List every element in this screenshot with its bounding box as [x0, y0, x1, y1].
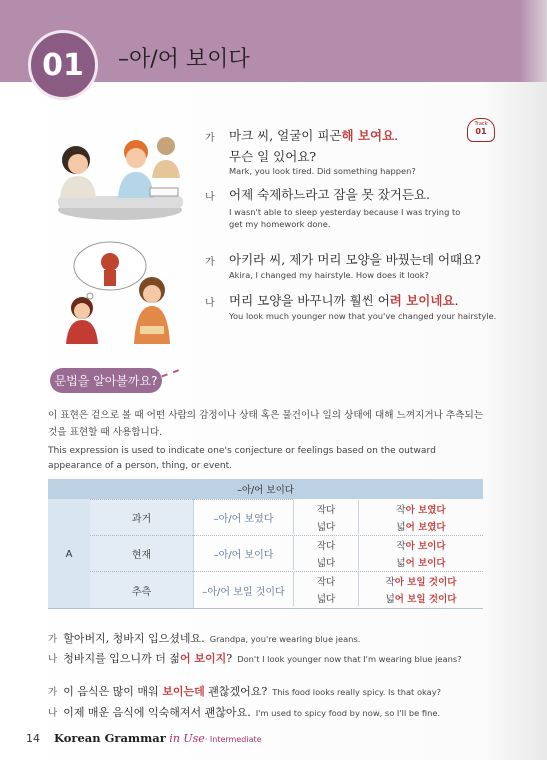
dialogue-english-line: Akira, I changed my hairstyle. How does it look? [229, 270, 429, 280]
example-korean: 할아버지, 청바지 입으셨네요. [63, 632, 205, 645]
example-english: This food looks really spicy. Is that okay? [272, 687, 442, 697]
dialogue-english-line: Mark, you look tired. Did something happen? [229, 166, 416, 176]
table-result-cell: 작 아 보이다 [358, 536, 483, 553]
speaker-label: 가 [48, 687, 58, 698]
speaker-label: 나 [48, 708, 58, 719]
table-tense-cell: 과거 [90, 499, 193, 535]
speaker-label: 가 [205, 257, 215, 268]
lesson-title: –아/어 보이다 [118, 47, 250, 72]
example-line [48, 680, 441, 699]
table-adjective-cell: 넓다 [293, 553, 358, 570]
conjugation-table [48, 479, 483, 609]
dialogue-english-line: get my homework done. [229, 219, 331, 229]
speaker-label: 나 [205, 192, 215, 203]
table-tense-cell: 현재 [90, 535, 193, 571]
table-bottom-border [48, 608, 483, 609]
grammar-description-korean: 이 표현은 겉으로 볼 때 어떤 사람의 감정이나 상태 혹은 물건이나 일의 상태에 대해 느껴지거나 추측되는 것을 표현할 때 사용합니다. [48, 410, 483, 438]
table-form-cell: –아/어 보였다 [193, 499, 293, 535]
speaker-label: 가 [48, 634, 58, 645]
audio-track-icon[interactable] [467, 118, 495, 142]
speaker-label: 나 [205, 298, 215, 309]
grammar-section-tag: 문법을 알아볼까요? [50, 368, 162, 393]
grammar-description-english: This expression is used to indicate one's conjecture or feelings based on the outward appearance of a person, thing, or event. [48, 446, 436, 471]
table-result-cell: 작 아 보일 것이다 [358, 572, 483, 589]
example-english: Grandpa, you're wearing blue jeans. [209, 634, 361, 644]
dialogue-english-line: I wasn't able to sleep yesterday because I was trying to [229, 207, 461, 217]
table-adjective-cell: 넓다 [293, 589, 358, 606]
table-adjective-cell: 작다 [293, 572, 358, 589]
dialogue-korean-line: 마크 씨, 얼굴이 피곤해 보여요. [229, 128, 399, 143]
table-result-cell: 작 아 보였다 [358, 500, 483, 517]
example-english: Don't I look younger now that I'm wearing blue jeans? [237, 654, 462, 664]
speaker-label: 나 [48, 654, 58, 665]
dialogue-korean-line: 어제 숙제하느라고 잠을 못 잤거든요. [229, 187, 430, 202]
table-tense-cell: 추측 [90, 571, 193, 608]
dialogue-english-line: You look much younger now that you've changed your hairstyle. [229, 311, 497, 321]
table-result-cell: 넓 어 보일 것이다 [358, 589, 483, 606]
book-brand: Korean Grammar [54, 731, 166, 745]
students-studying-illustration [38, 118, 198, 223]
table-form-cell: –아/어 보이다 [193, 535, 293, 571]
example-korean: 이 음식은 많이 매워 보이는데 괜찮겠어요? [63, 685, 268, 698]
table-form-cell: –아/어 보일 것이다 [193, 571, 293, 608]
example-korean: 청바지를 입으니까 더 젊어 보이지? [63, 652, 233, 665]
table-adjective-cell: 넓다 [293, 517, 358, 534]
book-brand-in-use: in Use [169, 732, 205, 745]
speaker-label: 가 [205, 133, 215, 144]
example-korean: 이제 매운 음식에 익숙해져서 괜찮아요. [63, 706, 251, 719]
page-footer [26, 731, 262, 745]
tag-decoration [161, 369, 182, 386]
book-level: · Intermediate [204, 735, 262, 744]
table-result-cell: 넓 어 보였다 [358, 517, 483, 534]
header-fade [520, 0, 547, 82]
table-adjective-cell: 작다 [293, 500, 358, 517]
dialogue-korean-line: 무슨 일 있어요? [229, 149, 317, 164]
track-number: 01 [475, 127, 487, 136]
example-english: I'm used to spicy food by now, so I'll be fine. [255, 708, 441, 718]
lesson-number-badge: 01 [28, 30, 98, 100]
hairstyle-conversation-illustration [60, 240, 200, 345]
track-label: Track [474, 121, 488, 127]
example-line [48, 627, 360, 646]
table-result-cell: 넓 어 보이다 [358, 553, 483, 570]
table-category-cell: A [48, 499, 90, 609]
dialogue-korean-line: 아키라 씨, 제가 머리 모양을 바꿨는데 어때요? [229, 252, 481, 267]
table-header: –아/어 보이다 [48, 479, 483, 499]
example-line [48, 647, 462, 666]
example-line [48, 701, 440, 720]
table-adjective-cell: 작다 [293, 536, 358, 553]
dialogue-korean-line: 머리 모양을 바꾸니까 훨씬 어려 보이네요. [229, 293, 459, 308]
page-number: 14 [26, 732, 40, 745]
